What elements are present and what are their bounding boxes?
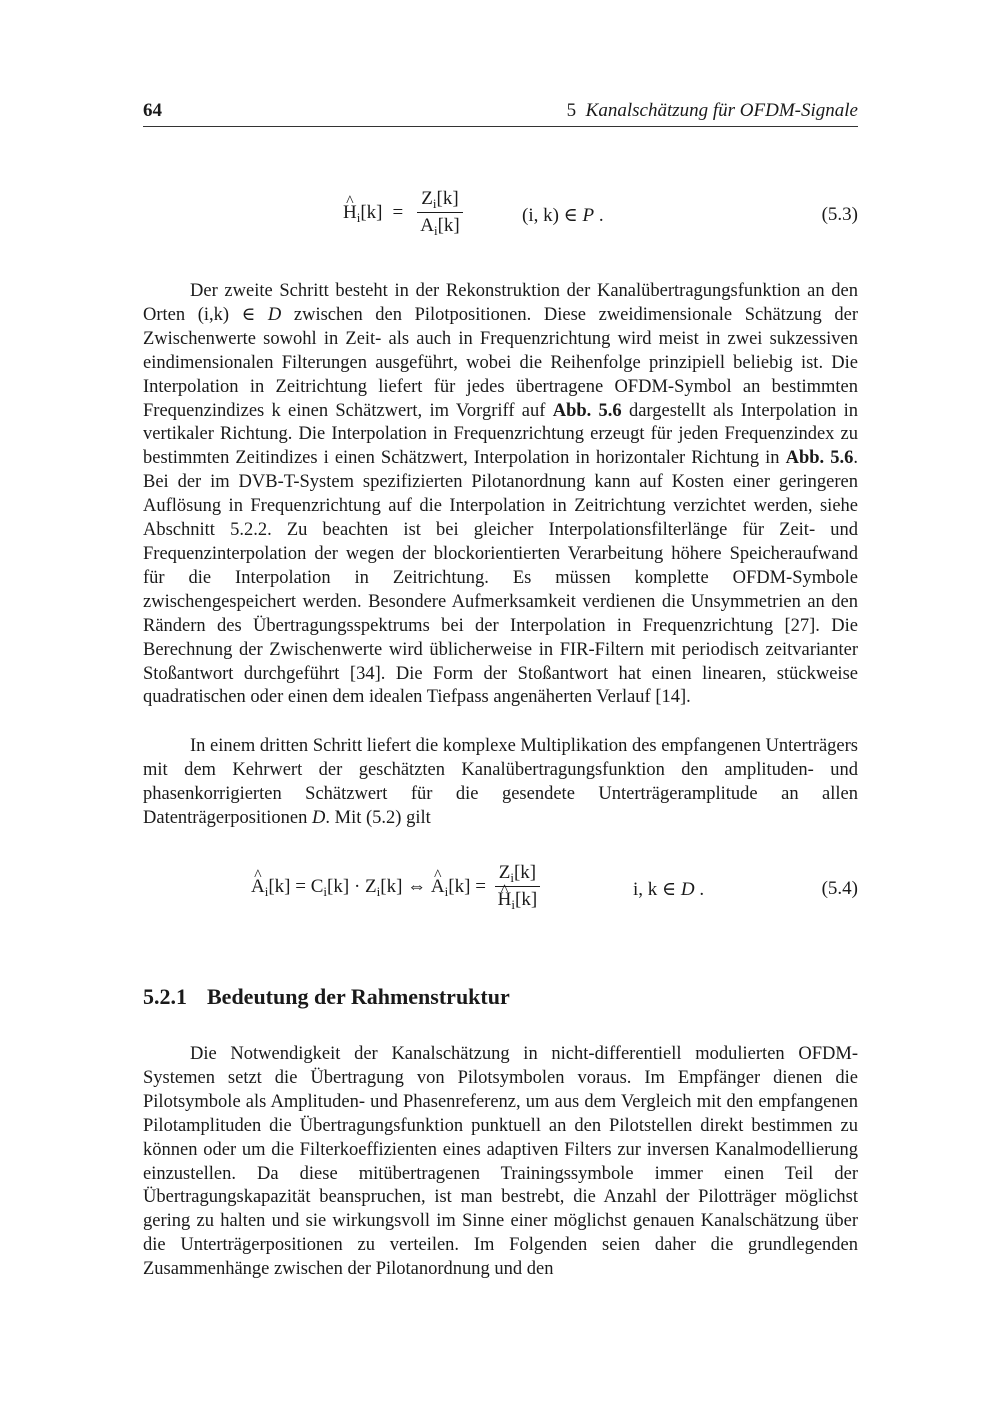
eq54-den-letter: ^ H	[498, 889, 512, 911]
eq54-denominator	[495, 886, 541, 911]
eq54-num-arg: [k]	[513, 862, 537, 883]
section-title: Bedeutung der Rahmenstruktur	[207, 984, 510, 1009]
para1-text-3: dargestellt als Interpolation in vertikaler Richtung. Die Interpolation in Frequenzrichtung erzeugt für jeden Frequenzindex zu bestimmten Zeitindizes i einen Schätzwert, Interpolation in horizontaler Richtung in	[143, 400, 858, 469]
eq53-den-sub: i	[433, 223, 438, 238]
para1-text-4: . Bei der im DVB-T-System spezifizierten Pilotanordnung kann auf Kosten einer geringeren Auflösung in Frequenzrichtung auf die Interpolation in Zeitrichtung verzichtet werden, siehe Abschnitt 5.2.2. Zu beachten ist bei gleicher Interpolationsfilterlänge für Zeit- und Frequenzinterpolation der wegen der blockorientierten Verarbeitung höhere Speicheraufwand für die Interpolation in Zeitrichtung. Es müssen komplette OFDM-Symbole zwischengespeichert werden. Besondere Aufmerksamkeit verdienen die Unsymmetrien an den Rändern des Übertragungsspektrums bei der Interpolation in Frequenzrichtung [27]. Die Berechnung der Zwischenwerte wird üblicherweise in FIR-Filtern mit periodisch zeitvarianter Stoßantwort durchgeführt [34]. Die Form der Stoßantwort hat einen linearen, stückweise quadratischen oder einen dem idealen Tiefpass angenäherten Verlauf [14].	[143, 448, 858, 708]
eq54-z-arg: [k]	[380, 875, 403, 897]
eq54-dot: ·	[349, 875, 366, 897]
chapter-number: 5	[566, 100, 577, 121]
section-heading	[143, 984, 510, 1010]
eq54-equals-1: =	[290, 875, 311, 897]
eq54-c-letter: C	[310, 875, 324, 897]
eq54-cond-post: .	[694, 879, 705, 900]
para3-text: Die Notwendigkeit der Kanalschätzung in nicht-differentiell modulierten OFDM-Systemen setzt die Übertragung von Pilotsymbolen voraus. Im Empfänger dienen die Pilotsymbole als Amplituden- und Phasenreferenz, um aus dem Vergleich mit den empfangenen Pilotamplituden die Übertragungsfunktion punktuell an den Pilotstellen direkt bestimmen zu können oder um die Filterkoeffizienten eines adaptiven Filters zur inversen Kanalmodellierung einzustellen. Da diese mitübertragenen Trainingssymbole immer einen Teil der Übertragungskapazität beanspruchen, ist man bestrebt, die Anzahl der Pilotträger möglichst gering zu halten und sie wirkungsvoll im Sinne einer möglichst genauen Kanalschätzung über die Unterträgerpositionen zu verteilen. Im Folgenden seien daher die grundlegenden Zusammenhänge zwischen der Pilotanordnung und den	[143, 1044, 858, 1280]
figure-ref-2: Abb. 5.6	[785, 448, 854, 469]
eq54-a-hat	[251, 876, 291, 898]
eq53-fraction	[417, 188, 463, 237]
eq53-equals: =	[392, 201, 404, 223]
eq53-num-arg: [k]	[436, 188, 459, 209]
eq54-c-sub: i	[323, 883, 328, 899]
para2-text-1: In einem dritten Schritt liefert die komplexe Multiplikation des empfangenen Unterträgers mit dem Kehrwert der geschätzten Kanalübertragungsfunktion den amplituden- und phasenkorrigierten Schätzwert für die gesendete Unterträgeramplitude an allen Datenträgerpositionen	[143, 736, 858, 828]
eq54-a2-arg: [k]	[448, 875, 471, 897]
eq53-number: (5.3)	[821, 204, 858, 225]
para1-text-1: Der zweite Schritt besteht in der Rekonstruktion der Kanalübertragungsfunktion an den Orten (i,k) ∈	[143, 281, 858, 325]
eq53-cond-set: P	[582, 205, 595, 226]
eq53-cond-pre: (i, k) ∈	[522, 205, 583, 226]
eq54-cond-pre: i, k ∈	[633, 879, 681, 900]
eq53-num-sub: i	[432, 196, 437, 211]
running-title	[567, 100, 858, 122]
running-header	[143, 100, 858, 127]
eq54-fraction	[495, 862, 541, 911]
eq54-condition	[633, 878, 704, 901]
eq54-a-sub: i	[264, 883, 269, 899]
eq53-cond-post: .	[594, 205, 604, 226]
eq54-equals-2: =	[470, 875, 491, 897]
eq54-z-letter: Z	[365, 875, 377, 897]
para2-text-2: . Mit (5.2) gilt	[325, 807, 431, 828]
paragraph-1	[143, 280, 858, 710]
eq53-lhs-letter: ^ H	[343, 202, 357, 224]
eq54-a-arg: [k]	[268, 875, 291, 897]
section-number: 5.2.1	[143, 984, 187, 1009]
paragraph-2	[143, 735, 858, 831]
eq53-lhs-sub: i	[356, 209, 361, 225]
chapter-title: Kanalschätzung für OFDM-Signale	[585, 100, 858, 121]
eq54-cond-set: D	[680, 879, 695, 900]
eq53-num-letter: Z	[421, 188, 433, 209]
eq54-c-arg: [k]	[327, 875, 350, 897]
eq54-z	[365, 876, 402, 898]
eq54-a-letter: ^ A	[251, 876, 265, 898]
para1-text-2: zwischen den Pilotpositionen. Diese zweidimensionale Schätzung der Zwischenwerte sowohl in Zeit- als auch in Frequenzrichtung wird meist in zwei sukzessiven eindimensionalen Filterungen ausgeführt, wobei die Reihenfolge prinzipiell beliebig ist. Die Interpolation in Zeitrichtung liefert für jedes übertragene OFDM-Symbol an bestimmten Frequenzindizes k einen Schätzwert, im Vorgriff auf	[143, 304, 858, 421]
eq54-num-letter: Z	[498, 862, 511, 883]
eq54-den-arg: [k]	[515, 889, 538, 910]
eq53-lhs	[343, 202, 383, 224]
eq53-lhs-arg: [k]	[360, 201, 383, 223]
eq54-iff: ⇔	[402, 875, 431, 897]
eq54-num-sub: i	[510, 870, 514, 885]
page-number: 64	[143, 100, 162, 121]
eq54-z-sub: i	[376, 883, 381, 899]
eq53-numerator	[418, 188, 461, 212]
eq54-a2-hat	[431, 876, 471, 898]
figure-ref-1: Abb. 5.6	[552, 400, 622, 421]
eq53-den-letter: A	[420, 215, 434, 236]
eq53-denominator	[417, 212, 463, 237]
eq54-number: (5.4)	[821, 878, 858, 899]
eq53-den-arg: [k]	[437, 215, 460, 236]
eq53-condition	[522, 204, 604, 227]
eq54-c	[311, 876, 349, 898]
para2-set: D	[312, 807, 326, 828]
paragraph-3	[143, 1043, 858, 1282]
eq54-a2-sub: i	[444, 883, 449, 899]
equation-5-3	[143, 188, 858, 244]
equation-5-4	[143, 862, 858, 920]
eq54-den-sub: i	[511, 897, 516, 912]
eq54-a2-letter: ^ A	[431, 876, 445, 898]
para1-set: D	[267, 304, 282, 325]
